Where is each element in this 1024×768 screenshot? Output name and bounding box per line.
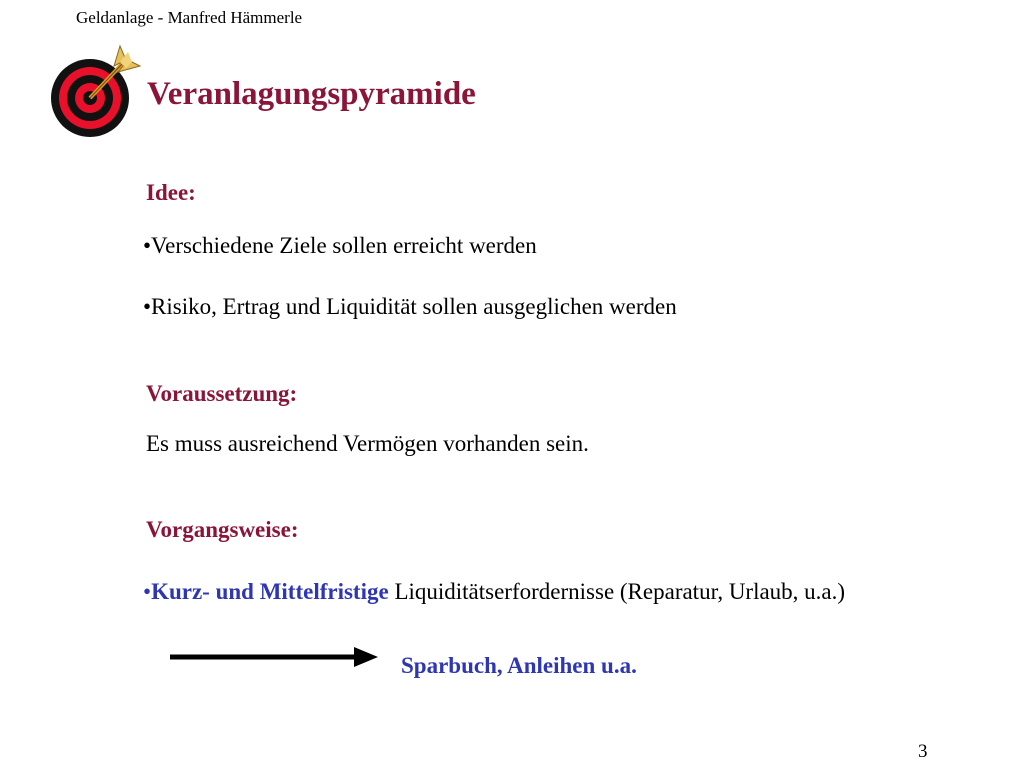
result-text: Sparbuch, Anleihen u.a. [401,653,637,678]
vorgangsweise-heading: Vorgangsweise: [146,517,299,542]
bullet-rest: Liquiditätserfordernisse (Reparatur, Urlaub, u.a.) [388,579,846,604]
slide-header: Geldanlage - Manfred Hämmerle [76,8,303,27]
vorgangsweise-bullet [143,579,845,605]
bullet-highlight: Kurz- und Mittelfristige [151,579,389,604]
voraussetzung-heading: Voraussetzung: [146,381,298,406]
idee-bullet-1: •Verschiedene Ziele sollen erreicht werden [143,233,537,258]
page-number: 3 [918,741,928,762]
idee-heading: Idee: [146,180,196,205]
bullet-marker: • [143,579,152,604]
idee-bullet-2: •Risiko, Ertrag und Liquidität sollen ausgeglichen werden [143,294,677,319]
target-dart-icon [48,40,144,140]
slide-title: Veranlagungspyramide [147,76,476,112]
voraussetzung-text: Es muss ausreichend Vermögen vorhanden sein. [146,431,589,456]
right-arrow-icon [168,644,380,670]
